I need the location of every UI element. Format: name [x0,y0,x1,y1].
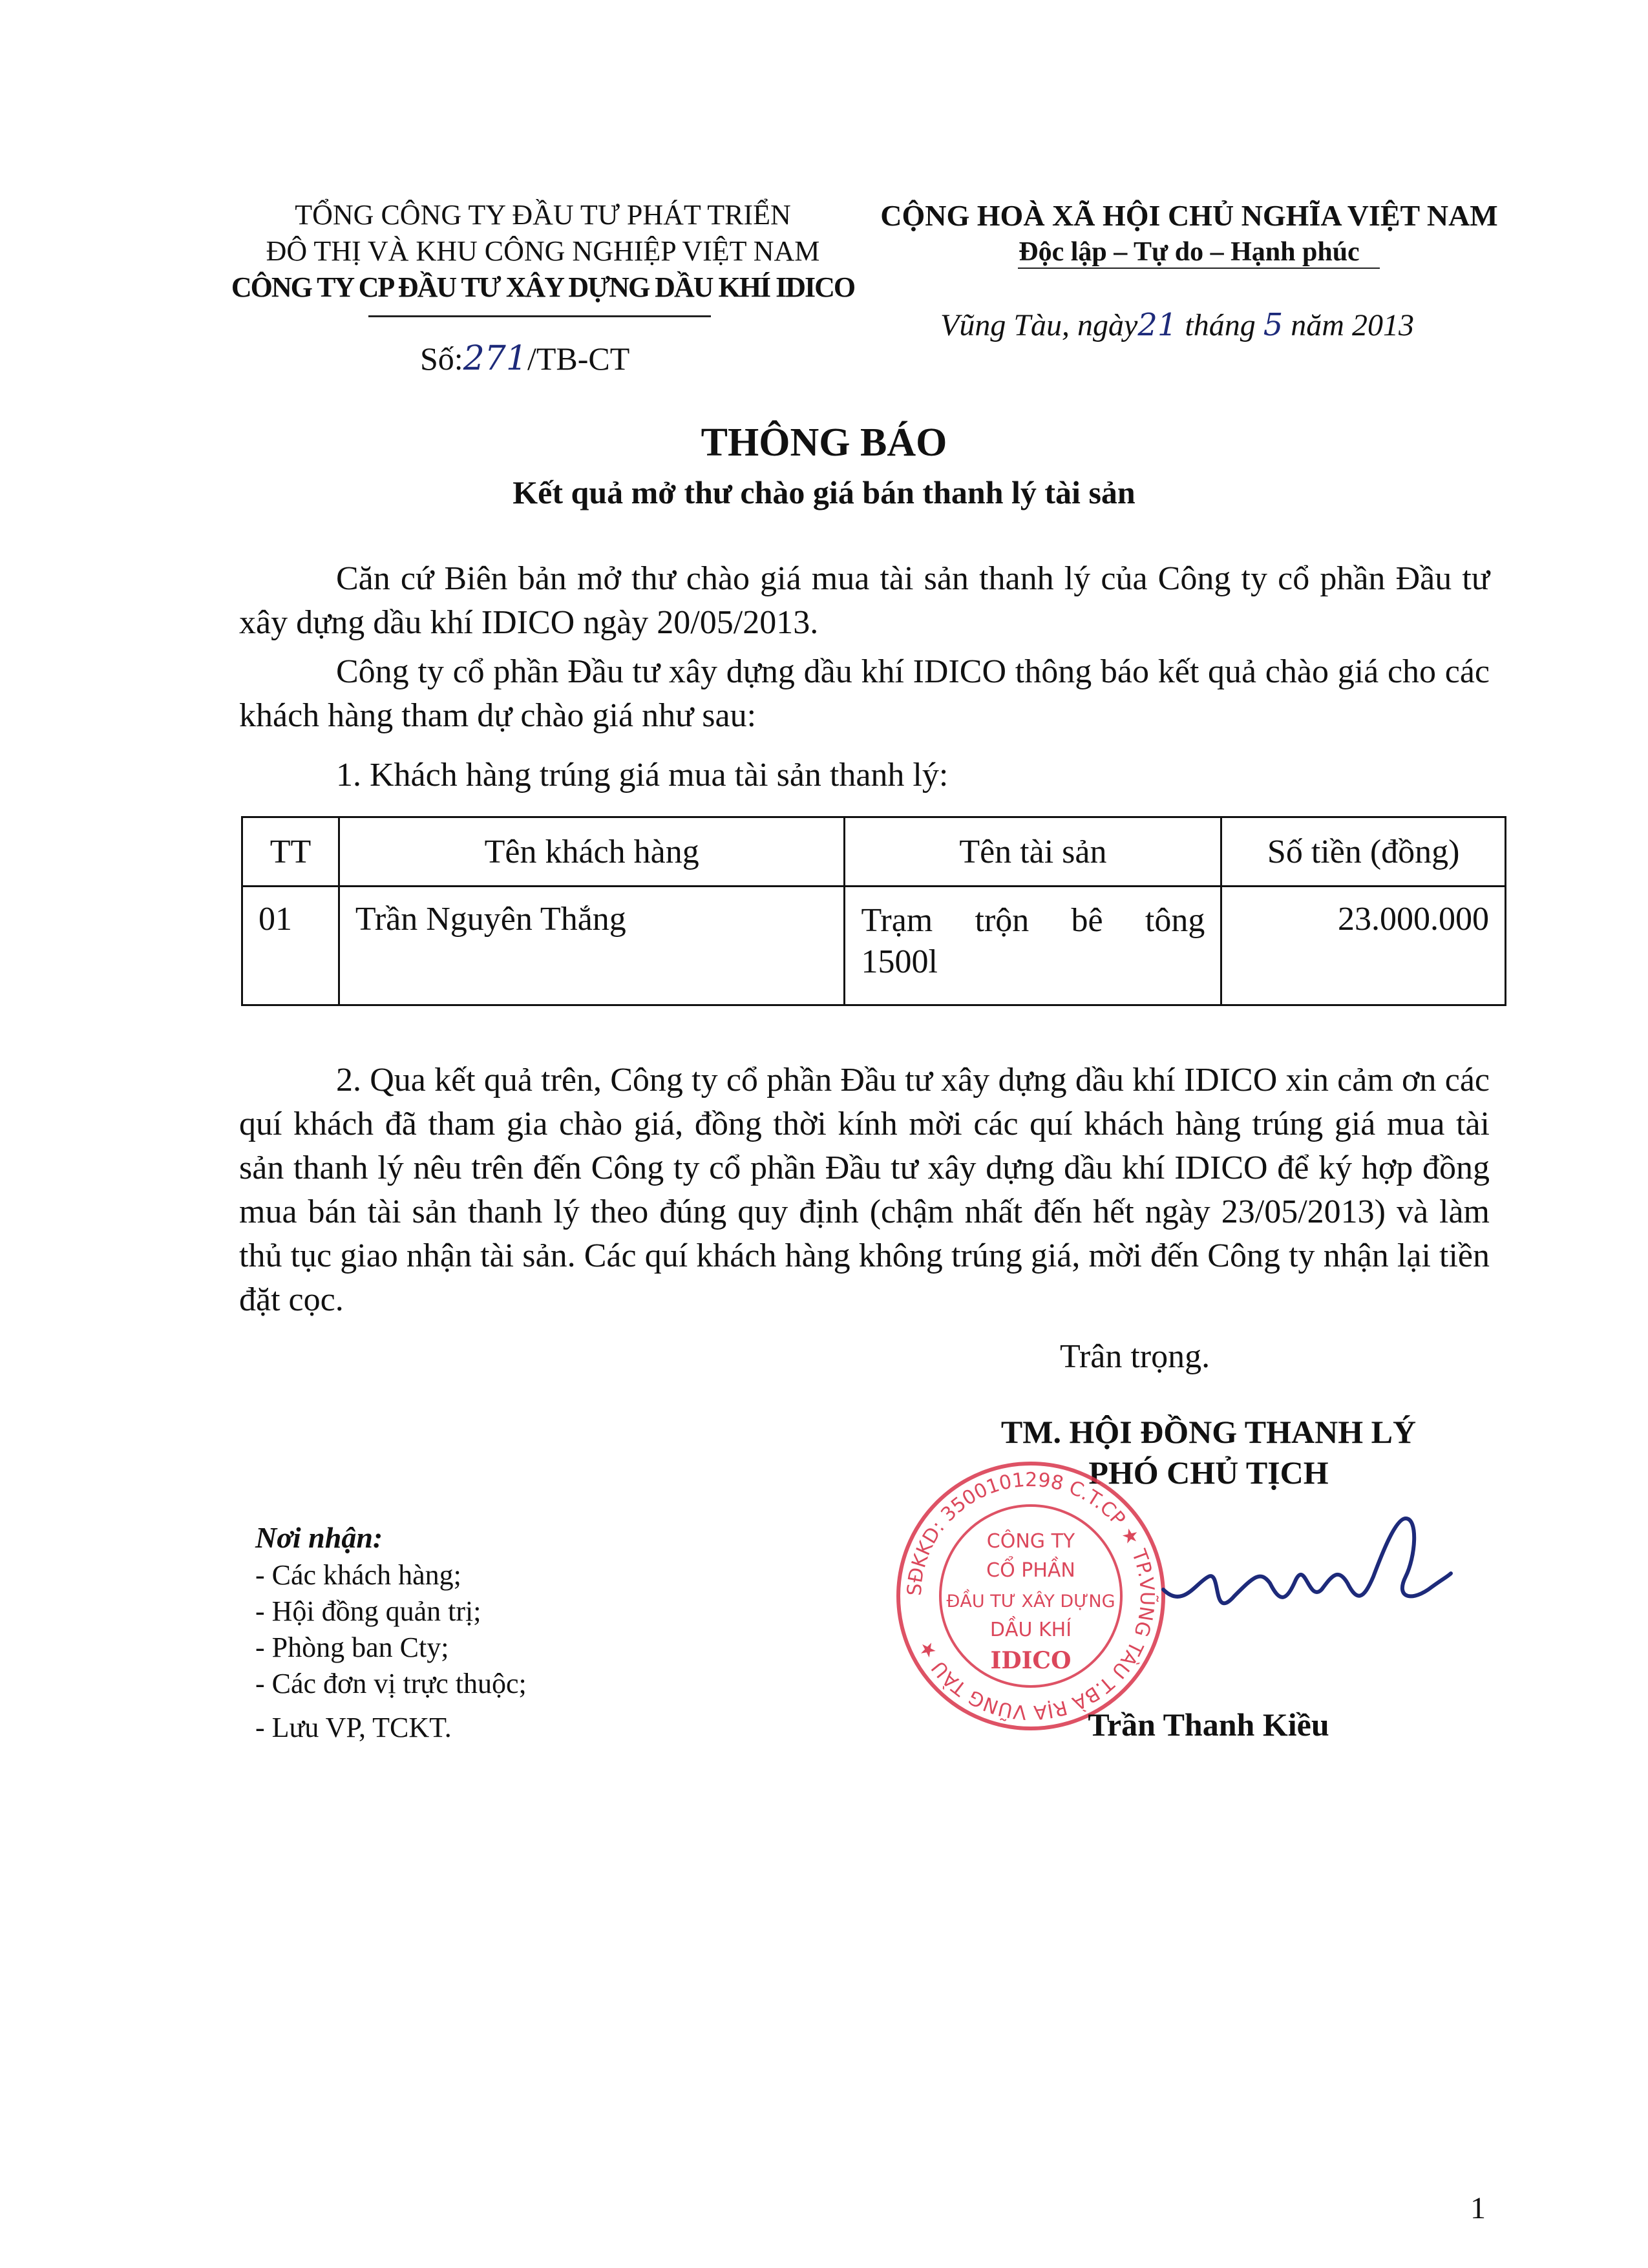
date-month: 5 [1263,307,1284,343]
doc-number-prefix: Số: [420,341,463,377]
closing-remark: Trân trọng. [1060,1338,1210,1375]
issuer-block [220,197,866,306]
recipient-item: - Các khách hàng; [255,1559,461,1591]
doc-number-handwritten: 271 [463,339,527,378]
signature-role: PHÓ CHỦ TỊCH [1088,1454,1329,1491]
cell-amount: 23.000.000 [1221,887,1506,1005]
paragraph-announcement: Công ty cổ phần Đầu tư xây dựng dầu khí IDICO thông báo kết quả chào giá cho các khách hàng tham dự chào giá như sau: [239,653,1490,734]
motto-underline [1018,268,1380,269]
place-date [940,307,1414,343]
date-prefix: Vũng Tàu, ngày [940,308,1138,342]
column-header-asset: Tên tài sản [845,817,1221,887]
stamp-line-1: CÔNG TY [986,1530,1075,1553]
cell-asset-name: Trạm trộn bê tông 1500l [845,887,1221,1005]
national-title: CỘNG HOÀ XÃ HỘI CHỦ NGHĨA VIỆT NAM [880,199,1498,232]
column-header-customer: Tên khách hàng [339,817,845,887]
date-year: năm 2013 [1291,308,1414,342]
document-title: THÔNG BÁO [701,421,947,465]
cell-tt: 01 [242,887,339,1005]
national-motto: Độc lập – Tự do – Hạnh phúc [1019,237,1360,267]
document-number [420,339,629,378]
paragraph-basis: Căn cứ Biên bản mở thư chào giá mua tài sản thanh lý của Công ty cổ phần Đầu tư xây dựng dầu khí IDICO ngày 20/05/2013. [239,560,1490,641]
stamp-line-5: IDICO [990,1647,1072,1674]
recipients-block [255,1518,527,1746]
document-subtitle: Kết quả mở thư chào giá bán thanh lý tài sản [512,474,1136,510]
table-header-row [242,817,1506,887]
item-1-heading: 1. Khách hàng trúng giá mua tài sản thanh lý: [336,757,949,793]
recipient-item: - Lưu VP, TCKT. [255,1712,452,1743]
parent-organization-line2: ĐÔ THỊ VÀ KHU CÔNG NGHIỆP VIỆT NAM [266,235,820,267]
stamp-line-2: CỔ PHẦN [986,1559,1075,1582]
stamp-line-4: DẦU KHÍ [989,1619,1072,1641]
recipient-item: - Hội đồng quản trị; [255,1595,481,1627]
table-row [242,887,1506,1005]
recipient-item: - Các đơn vị trực thuộc; [255,1668,527,1699]
column-header-amount: Số tiền (đồng) [1221,817,1506,887]
signatory-name: Trần Thanh Kiều [1088,1706,1329,1743]
page-number: 1 [1470,2191,1486,2225]
recipient-item: - Phòng ban Cty; [255,1632,449,1663]
issuer-underline [368,315,711,317]
item-2-paragraph: 2. Qua kết quả trên, Công ty cổ phần Đầu tư xây dựng dầu khí IDICO xin cảm ơn các quí khách đã tham gia chào giá, đồng thời kính mời các quí khách hàng trúng giá mua tài sản thanh lý nêu trên đến Công ty cổ phần Đầu tư xây dựng dầu khí IDICO để ký hợp đồng mua bán tài sản thanh lý theo đúng quy định (chậm nhất đến hết ngày 23/05/2013) và làm thủ tục giao nhận tài sản. Các quí khách hàng không trúng giá, mời đến Công ty nhận lại tiền đặt cọc. [239,1062,1490,1318]
column-header-tt: TT [242,817,339,887]
cell-customer-name: Trần Nguyên Thắng [339,887,845,1005]
recipients-label: Nơi nhận: [255,1521,383,1554]
company-stamp [885,1451,1176,1741]
national-header [866,197,1512,269]
handwritten-signature [1157,1506,1454,1641]
date-day: 21 [1137,307,1178,343]
stamp-ring-text: SĐKKD: 3500101298 C.T.CP ★ TP.VŨNG TÀU T.BÀ RỊA VŨNG TÀU ★ [903,1468,1159,1724]
date-month-label: tháng [1185,308,1256,342]
signature-organization: TM. HỘI ĐỒNG THANH LÝ [1000,1414,1417,1450]
company-name: CÔNG TY CP ĐẦU TƯ XÂY DỰNG DẦU KHÍ IDICO [231,271,855,303]
winning-bid-table [241,816,1506,1006]
stamp-line-3: ĐẦU TƯ XÂY DỰNG [946,1591,1115,1612]
doc-number-suffix: /TB-CT [527,341,630,377]
parent-organization: TỔNG CÔNG TY ĐẦU TƯ PHÁT TRIỂN [295,199,791,231]
